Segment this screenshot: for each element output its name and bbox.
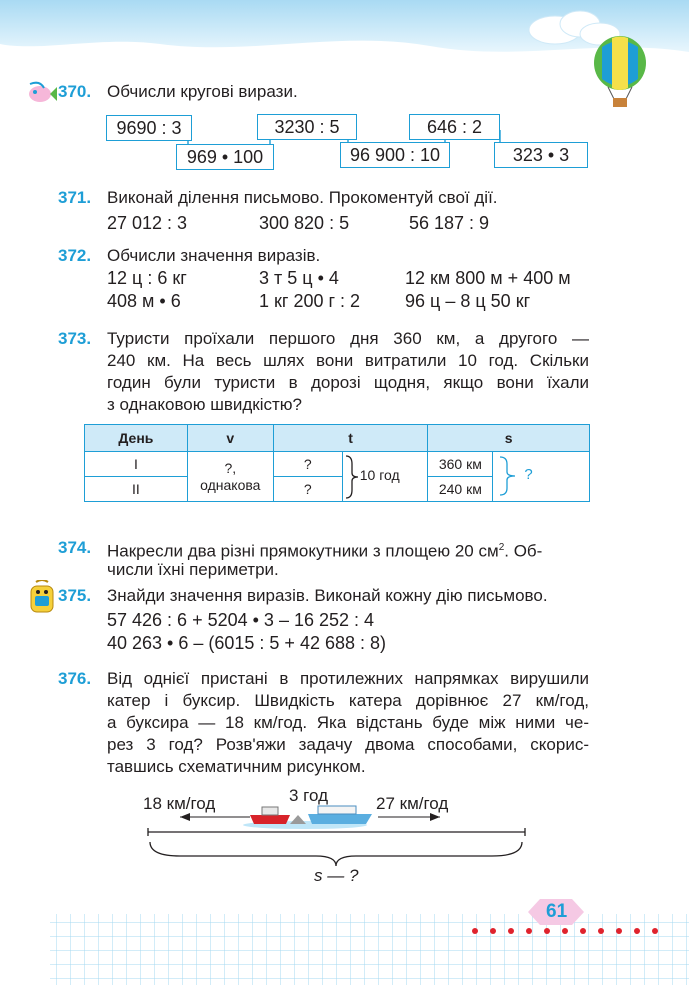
task-376-line: тавшись схематичним рисунком. — [107, 757, 366, 776]
task-371-expr: 56 187 : 9 — [409, 213, 490, 233]
table-cell: ? — [274, 452, 343, 477]
t-total: 10 год — [359, 467, 400, 483]
expr-box: 323 • 3 — [494, 142, 588, 168]
task-376-line: а буксира — 18 км/год. Яка відстань буде між ними че- — [107, 713, 589, 732]
distance-label: s — ? — [314, 866, 359, 885]
task-374-line2: числи їхні периметри. — [107, 560, 279, 579]
task-372-expr: 96 ц – 8 ц 50 кг — [405, 291, 531, 311]
task-372-expr: 1 кг 200 г : 2 — [259, 291, 361, 311]
backpack-icon — [26, 580, 58, 614]
task-375-text: Знайди значення виразів. Виконай кожну дію письмово. — [107, 586, 548, 605]
task-372-expr: 12 ц : 6 кг — [107, 268, 187, 288]
task-371-number: 371. — [58, 188, 92, 207]
task-371-expr: 27 012 : 3 — [107, 213, 188, 233]
table-header: s — [428, 425, 590, 452]
table-cell-s — [428, 452, 590, 502]
task-375-expr: 57 426 : 6 + 5204 • 3 – 16 252 : 4 — [107, 610, 375, 630]
task-375-expr: 40 263 • 6 – (6015 : 5 + 42 688 : 8) — [107, 633, 387, 653]
hot-air-balloon-icon — [590, 35, 650, 110]
expr-box: 646 : 2 — [409, 114, 500, 140]
task-374-text: Накресли два різні прямокутники з площею 20 см — [107, 541, 499, 561]
table-cell-t — [273, 452, 428, 502]
task-371-expr: 300 820 : 5 — [259, 213, 350, 233]
task-374-number: 374. — [58, 538, 92, 557]
expr-box: 3230 : 5 — [257, 114, 357, 140]
brace-icon — [498, 455, 518, 499]
task-373-line: 240 км. На весь шлях вони витратили 10 год. Скільки — [107, 351, 589, 370]
expr-box: 969 • 100 — [176, 144, 274, 170]
motor-boat-icon — [308, 806, 372, 824]
task-370-number: 370. — [58, 82, 92, 101]
table-cell: 240 км — [428, 477, 493, 501]
task-372-number: 372. — [58, 246, 92, 265]
expr-box: 9690 : 3 — [106, 115, 192, 141]
tugboat-icon — [250, 807, 290, 824]
brace-icon — [344, 454, 360, 500]
s-question: ? — [524, 466, 533, 483]
task-373-number: 373. — [58, 329, 92, 348]
time-label: 3 год — [289, 786, 329, 805]
task-372-expr: 408 м • 6 — [107, 291, 181, 311]
task-376-line: рез 3 год? Розв'яжи задачу двома способами, скорис- — [107, 735, 589, 754]
task-371-text: Виконай ділення письмово. Прокоментуй свої дії. — [107, 188, 498, 207]
table-header: t — [273, 425, 428, 452]
task-374-text-end: . Об- — [504, 541, 543, 561]
left-speed-label: 18 км/год — [143, 794, 216, 813]
task-370-text: Обчисли кругові вирази. — [107, 82, 298, 101]
table-cell — [187, 452, 273, 502]
task-372-text: Обчисли значення виразів. — [107, 246, 321, 265]
task-376-number: 376. — [58, 669, 92, 688]
page-number: 61 — [546, 901, 568, 922]
table-cell-v: однакова — [200, 476, 261, 493]
table-header: v — [187, 425, 273, 452]
task-373-line: годин були туристи в дорозі щодня, якщо вони їхали — [107, 373, 589, 392]
expr-box: 96 900 : 10 — [340, 142, 450, 168]
task-373-line: Туристи проїхали першого дня 360 км, а другого — — [107, 329, 589, 348]
data-table — [84, 424, 590, 502]
table-cell: ? — [274, 477, 343, 501]
task-375-number: 375. — [58, 586, 92, 605]
task-376-line: катер і буксир. Швидкість катера дорівнює 27 км/год, — [107, 691, 589, 710]
table-cell-v: ?, — [224, 459, 237, 476]
superscript: 2 — [498, 542, 505, 553]
table-cell: І — [85, 452, 188, 477]
table-cell: 360 км — [428, 452, 493, 477]
task-373-line: з однаковою швидкістю? — [107, 395, 303, 414]
pier-icon — [290, 815, 306, 824]
sky-decoration — [0, 0, 689, 70]
fish-icon — [26, 80, 58, 108]
table-header: День — [85, 425, 188, 452]
task-372-expr: 12 км 800 м + 400 м — [405, 268, 571, 288]
task-376-line: Від однієї пристані в протилежних напрямках вирушили — [107, 669, 589, 688]
right-speed-label: 27 км/год — [376, 794, 449, 813]
task-372-expr: 3 т 5 ц • 4 — [259, 268, 339, 288]
table-cell: ІІ — [85, 477, 188, 502]
